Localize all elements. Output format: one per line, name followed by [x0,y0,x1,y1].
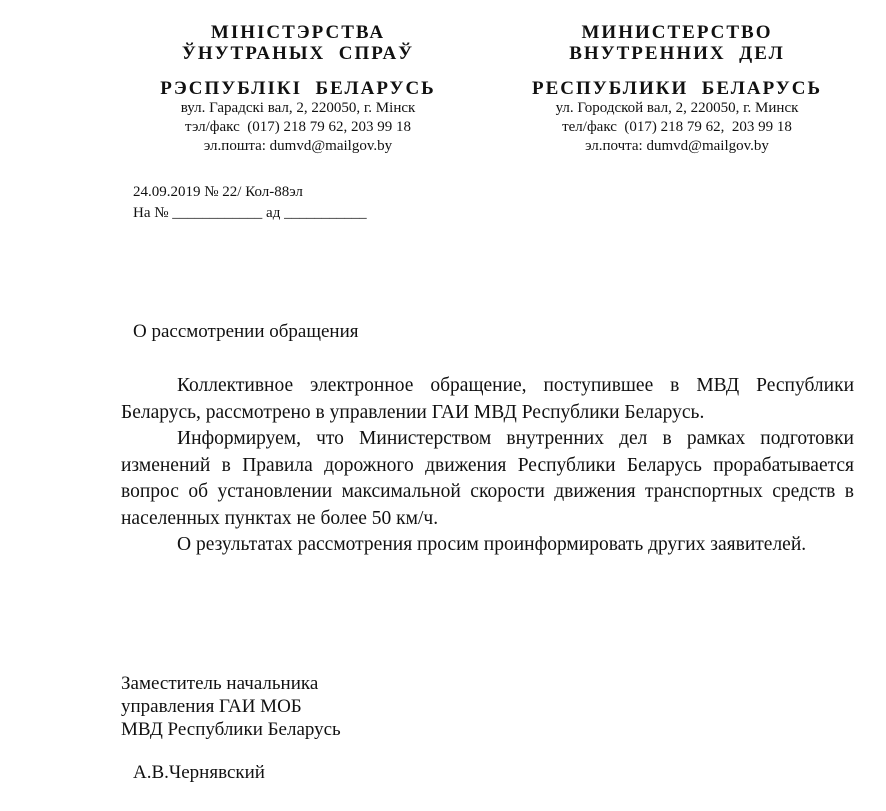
republic-name: РЕСПУБЛИКИ БЕЛАРУСЬ [531,78,823,99]
email: эл.пошта: dumvd@mailgov.by [203,138,393,154]
signatory-name: А.В.Чернявский [133,762,265,783]
republic-name: РЭСПУБЛІКІ БЕЛАРУСЬ [160,78,436,99]
paragraph: О результатах рассмотрения просим проинформировать других заявителей. [177,534,807,555]
signatory-title-line2: управления ГАИ МОБ [121,696,302,717]
subject-line: О рассмотрении обращения [133,321,359,342]
header-russian [497,22,857,156]
ministry-name-line1: МИНИСТЕРСТВО [581,22,773,43]
address: ул. Городской вал, 2, 220050, г. Минск [555,100,799,116]
signatory-title-line3: МВД Республики Беларусь [121,719,341,740]
paragraph: Информируем, что Министерством внутренних дел в рамках подготовки изменений в Правила дорожного движения Республики Беларусь прорабатывается вопрос об установлении максимальной скорости движения транспортных средств в населенных пунктах не более 50 км/ч. [121,428,854,529]
address: вул. Гарадскі вал, 2, 220050, г. Мінск [180,100,416,116]
ministry-name-line2: ВНУТРЕННИХ ДЕЛ [569,43,785,64]
header-belarusian [118,22,478,156]
ministry-name-line1: МІНІСТЭРСТВА [210,22,386,43]
signatory-title [121,672,341,741]
email: эл.почта: dumvd@mailgov.by [585,138,769,154]
document-date-number: 24.09.2019 № 22/ Кол-88эл [133,184,303,200]
signatory-title-line1: Заместитель начальника [121,673,319,694]
letter-body [121,373,854,559]
paragraph: Коллективное электронное обращение, поступившее в МВД Республики Беларусь, рассмотрено в управлении ГАИ МВД Республики Беларусь. [121,375,854,423]
phone-fax: тел/факс (017) 218 79 62, 203 99 18 [562,119,792,135]
reference-number: На № ____________ ад ___________ [133,205,367,221]
ministry-name-line2: ЎНУТРАНЫХ СПРАЎ [181,43,415,64]
phone-fax: тэл/факс (017) 218 79 62, 203 99 18 [185,119,411,135]
